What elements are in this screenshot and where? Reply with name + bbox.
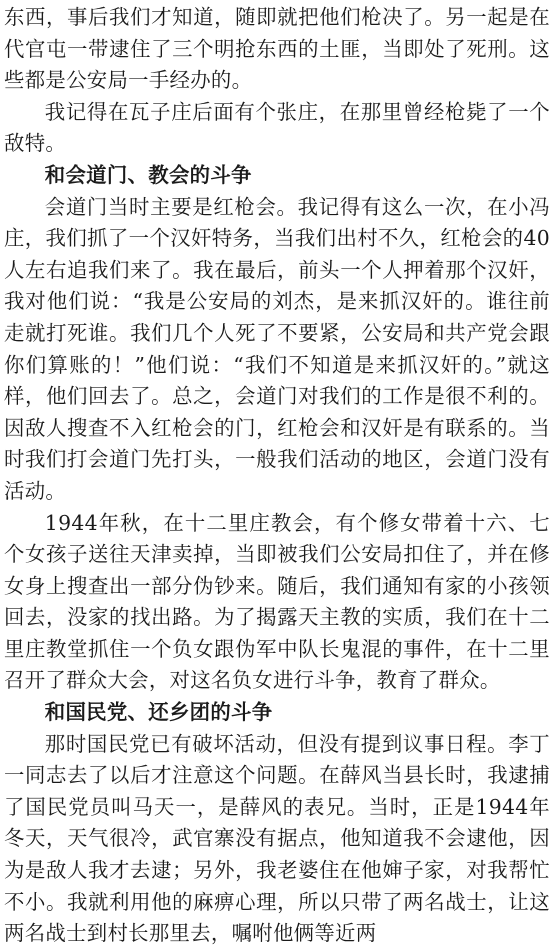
document-page xyxy=(4,2,550,950)
paragraph-red-spear-society: 会道门当时主要是红枪会。我记得有这么一次，在小冯庄，我们抓了一个汉奸特务，当我们出村不久，红枪会的40人左右追我们来了。我在最后，前头一个人押着那个汉奸，我对他们说：“我是公安局的刘杰，是来抓汉奸的。谁往前走就打死谁。我们几个人死了不要紧，公安局和共产党会跟你们算账的！”他们说：“我们不知道是来抓汉奸的。”就这样，他们回去了。总之，会道门对我们的工作是很不利的。因敌人搜查不入红枪会的门，红枪会和汉奸是有联系的。当时我们打会道门先打头，一般我们活动的地区，会道门没有活动。 xyxy=(4,194,550,503)
paragraph-execution-bandits: 东西，事后我们才知道，随即就把他们枪决了。另一起是在代官屯一带逮住了三个明抢东西的土匪，当即处了死刑。这些都是公安局一手经办的。 xyxy=(4,5,550,93)
paragraph-zhangzhuang: 我记得在瓦子庄后面有个张庄，在那里曾经枪毙了一个敌特。 xyxy=(4,99,550,156)
section-heading-kmt-huanxiangtuan: 和国民党、还乡团的斗争 xyxy=(44,700,273,725)
paragraph-kmt-arrest: 那时国民党已有破坏活动，但没有提到议事日程。李丁一同志去了以后才注意这个问题。在薛风当县长时，我逮捕了国民党员叫马天一，是薛风的表兄。当时，正是1944年冬天，天气很冷，武官寨没有据点，他知道我不会逮他，因为是敌人我才去逮；另外，我老婆住在他婶子家，对我帮忙不小。我就利用他的麻痹心理，所以只带了两名战士，让这两名战士到村长那里去，嘱咐他俩等近两 xyxy=(4,731,550,946)
paragraph-shierlizhuang-church: 1944年秋，在十二里庄教会，有个修女带着十六、七个女孩子送往天津卖掉，当即被我们公安局扣住了，并在修女身上搜查出一部分伪钞来。随后，我们通知有家的小孩领回去，没家的找出路。为了揭露天主教的实质，我们在十二里庄教堂抓住一个负女跟伪军中队长鬼混的事件，在十二里召开了群众大会，对这名负女进行斗争，教育了群众。 xyxy=(4,510,550,693)
section-heading-sects-church: 和会道门、教会的斗争 xyxy=(44,162,252,187)
